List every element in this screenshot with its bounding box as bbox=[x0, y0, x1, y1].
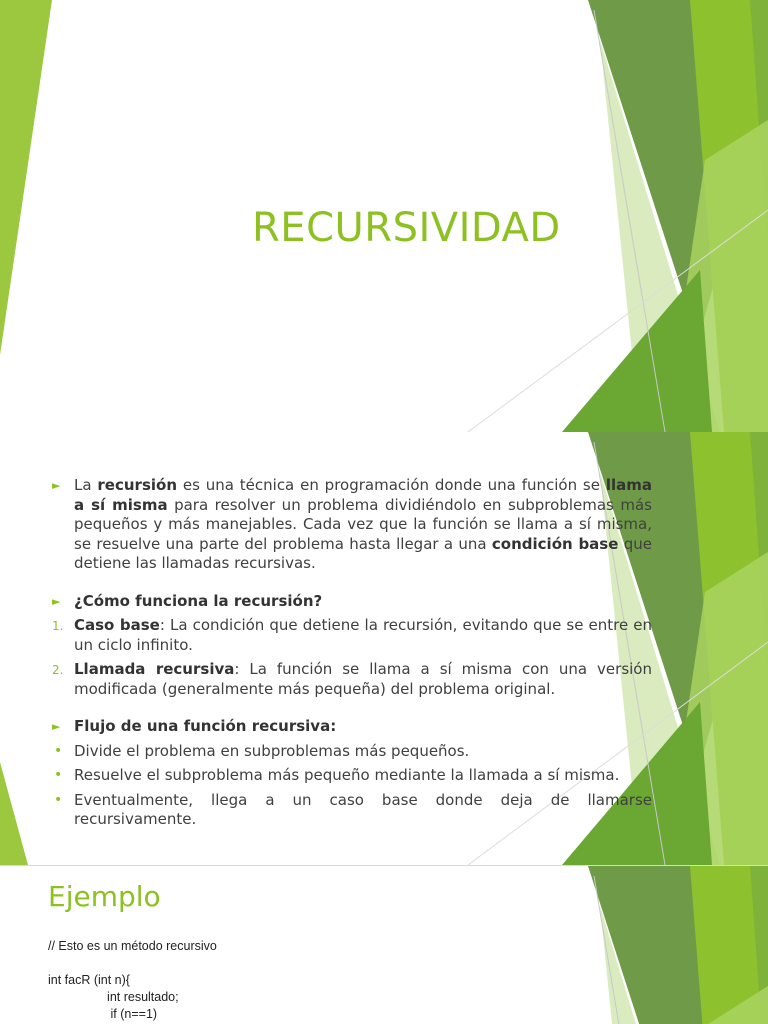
slide-title-text: RECURSIVIDAD bbox=[252, 205, 561, 251]
step-item: 1. Caso base: La condición que detiene la recursión, evitando que se entre en un ciclo infinito. bbox=[52, 616, 653, 654]
code-line: int facR (int n){ bbox=[48, 973, 130, 987]
step-item: 2. Llamada recursiva: La función se llama a sí misma con una versión modificada (generalmente más pequeña) del problema original. bbox=[52, 660, 652, 698]
dot-bullet-icon: • bbox=[54, 767, 63, 783]
arrow-bullet-icon: ► bbox=[52, 479, 61, 492]
arrow-bullet-icon: ► bbox=[52, 720, 61, 733]
dot-bullet-icon: • bbox=[54, 791, 63, 808]
dot-bullet-icon: • bbox=[54, 742, 63, 759]
flow-item: • Divide el problema en subproblemas más pequeños. bbox=[54, 741, 470, 760]
example-title: Ejemplo bbox=[48, 880, 161, 913]
flow-item: • Resuelve el subproblema más pequeño mediante la llamada a sí misma. bbox=[54, 766, 620, 784]
code-line: if (n==1) bbox=[48, 1007, 158, 1021]
code-line bbox=[48, 955, 217, 972]
slide-title bbox=[0, 0, 768, 432]
how-heading: ► ¿Cómo funciona la recursión? bbox=[52, 591, 323, 610]
flow-heading: ► Flujo de una función recursiva: bbox=[52, 717, 337, 735]
arrow-bullet-icon: ► bbox=[52, 594, 61, 608]
slide-body bbox=[52, 476, 652, 835]
intro-paragraph: ► La recursión es una técnica en programación donde una función se llama a sí misma para resolver un problema dividiéndolo en subproblemas más pequeños y más manejables. Cada vez que la función se llama a sí misma, se resuelve una parte del problema hasta llegar a una condición base que detiene las llamadas recursivas. bbox=[52, 476, 652, 572]
code-block bbox=[48, 938, 217, 1023]
slide-definition bbox=[0, 432, 768, 865]
flow-item: • Eventualmente, llega a un caso base donde deja de llamarse recursivamente. bbox=[54, 790, 652, 828]
slide-example bbox=[0, 866, 768, 1024]
code-line: // Esto es un método recursivo bbox=[48, 939, 217, 953]
code-line: int resultado; bbox=[48, 990, 179, 1004]
